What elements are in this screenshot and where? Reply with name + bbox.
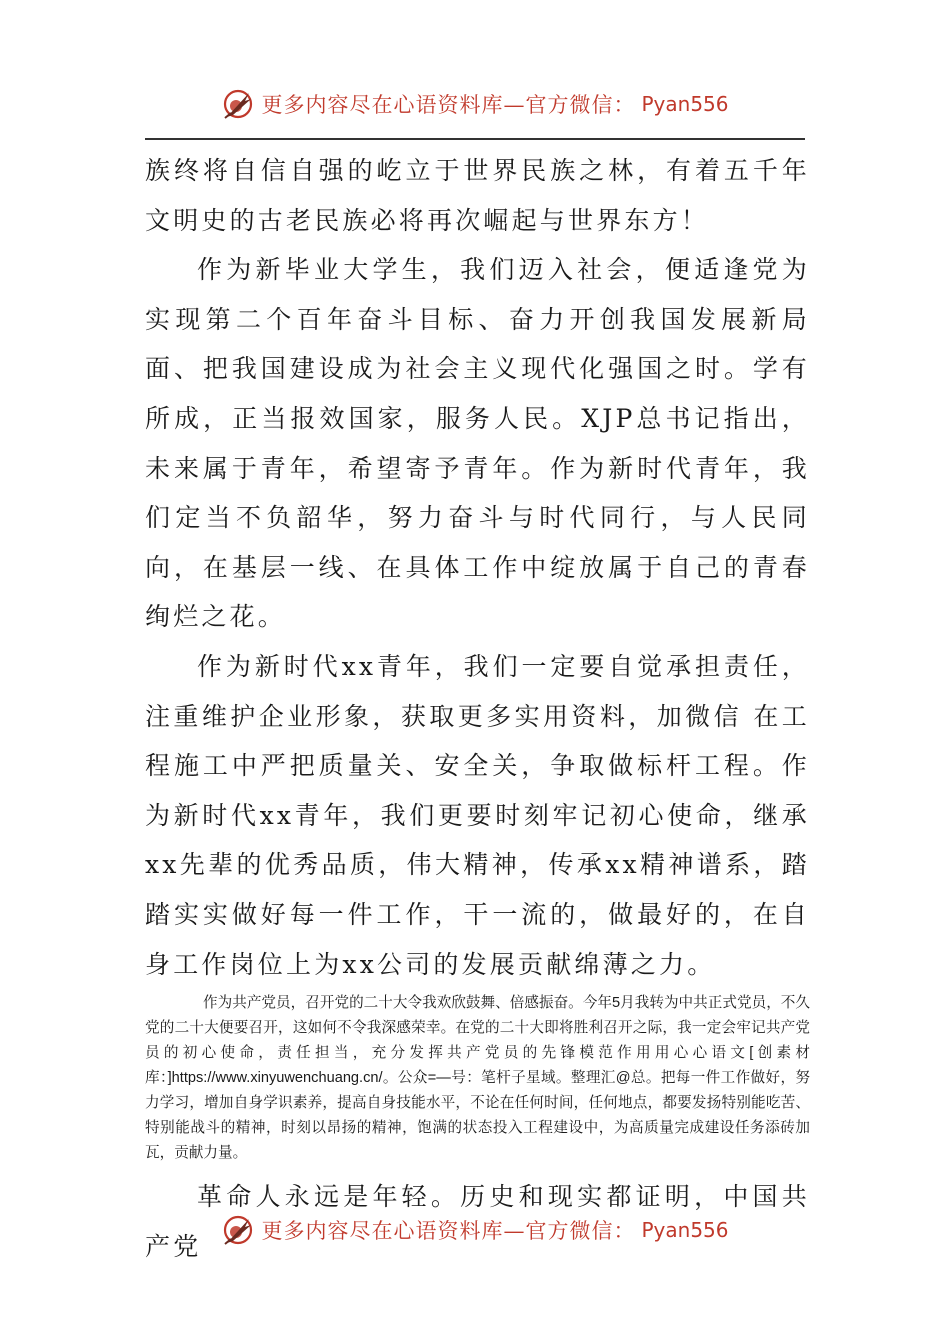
footer-banner-text: 更多内容尽在心语资料库—官方微信： [261,1219,636,1243]
paragraph-revolution: 革命人永远是年轻。历史和现实都证明，中国共产党 [145,1182,810,1261]
header-banner-text: 更多内容尽在心语资料库—官方微信： [261,93,636,117]
header-divider [145,138,805,140]
paragraph-party-member: 作为共产党员，召开党的二十大令我欢欣鼓舞、倍感振奋。今年5月我转为中共正式党员，不久党的二十大便要召开，这如何不令我深感荣幸。在党的二十大即将胜利召开之际，我一定会牢记共产党员的初心使命，责任担当，充分发挥共产党员的先锋模范作用用心心语文[创素材库：]https://www.xinyuwenchuang.cn/。公众=—号：笔杆子星域。整理汇@总。把每一件工作做好，努力学习，增加自身学识素养，提高自身技能水平，不论在任何时间，任何地点，都要发扬特别能吃苦、特别能战斗的精神，时刻以昂扬的精神，饱满的状态投入工程建设中，为高质量完成建设任务添砖加瓦，贡献力量。 [145,995,810,1162]
quill-pen-logo-icon [221,87,255,121]
footer-banner-wechat: Pyan556 [641,1218,729,1242]
paragraph-continuation: 族终将自信自强的屹立于世界民族之林，有着五千年文明史的古老民族必将再次崛起与世界东方！ [145,156,810,235]
footer-banner [0,1210,950,1250]
header-banner-wechat: Pyan556 [641,92,729,116]
paragraph-graduate: 作为新毕业大学生，我们迈入社会，便适逢党为实现第二个百年奋斗目标、奋力开创我国发展新局面、把我国建设成为社会主义现代化强国之时。学有所成，正当报效国家，服务人民。XJP总书记指出，未来属于青年，希望寄予青年。作为新时代青年，我们定当不负韶华，努力奋斗与时代同行，与人民同向，在基层一线、在具体工作中绽放属于自己的青春绚烂之花。 [145,255,810,632]
quill-pen-logo-icon [221,1213,255,1247]
document-body [145,146,810,1271]
header-banner [0,84,950,124]
paragraph-youth: 作为新时代xx青年，我们一定要自觉承担责任，注重维护企业形象，获取更多实用资料，加微信 在工程施工中严把质量关、安全关，争取做标杆工程。作为新时代xx青年，我们更要时刻牢记初心使命，继承xx先辈的优秀品质，伟大精神，传承xx精神谱系，踏踏实实做好每一件工作，干一流的，做最好的，在自身工作岗位上为xx公司的发展贡献绵薄之力。 [145,651,810,979]
